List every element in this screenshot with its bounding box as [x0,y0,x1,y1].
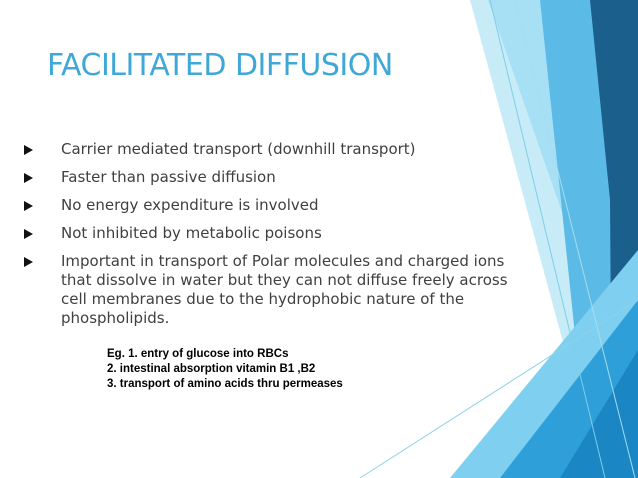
bullet-text: Important in transport of Polar molecules and charged ions that dissolve in water but they can not diffuse freely across cell membranes due to the hydrophobic nature of the phospholipids. [61,252,508,327]
bullet-text: Faster than passive diffusion [61,168,276,186]
bullet-item [24,168,524,187]
bullet-arrow-icon [24,201,33,211]
example-line: 2. intestinal absorption vitamin B1 ,B2 [107,363,316,375]
bullet-text: No energy expenditure is involved [61,196,319,214]
bullet-arrow-icon [24,145,33,155]
bullet-arrow-icon [24,257,33,267]
bullet-text: Carrier mediated transport (downhill transport) [61,140,416,158]
bullet-text: Not inhibited by metabolic poisons [61,224,322,242]
bullet-item [24,252,524,328]
example-line: Eg. 1. entry of glucose into RBCs [107,348,289,360]
examples-note [107,347,343,392]
bullet-arrow-icon [24,229,33,239]
bullet-item [24,224,524,243]
slide-title: FACILITATED DIFFUSION [47,48,393,83]
bullet-item [24,140,524,159]
example-line: 3. transport of amino acids thru permeases [107,378,343,390]
bullet-arrow-icon [24,173,33,183]
bullet-item [24,196,524,215]
bullet-list [24,140,524,337]
